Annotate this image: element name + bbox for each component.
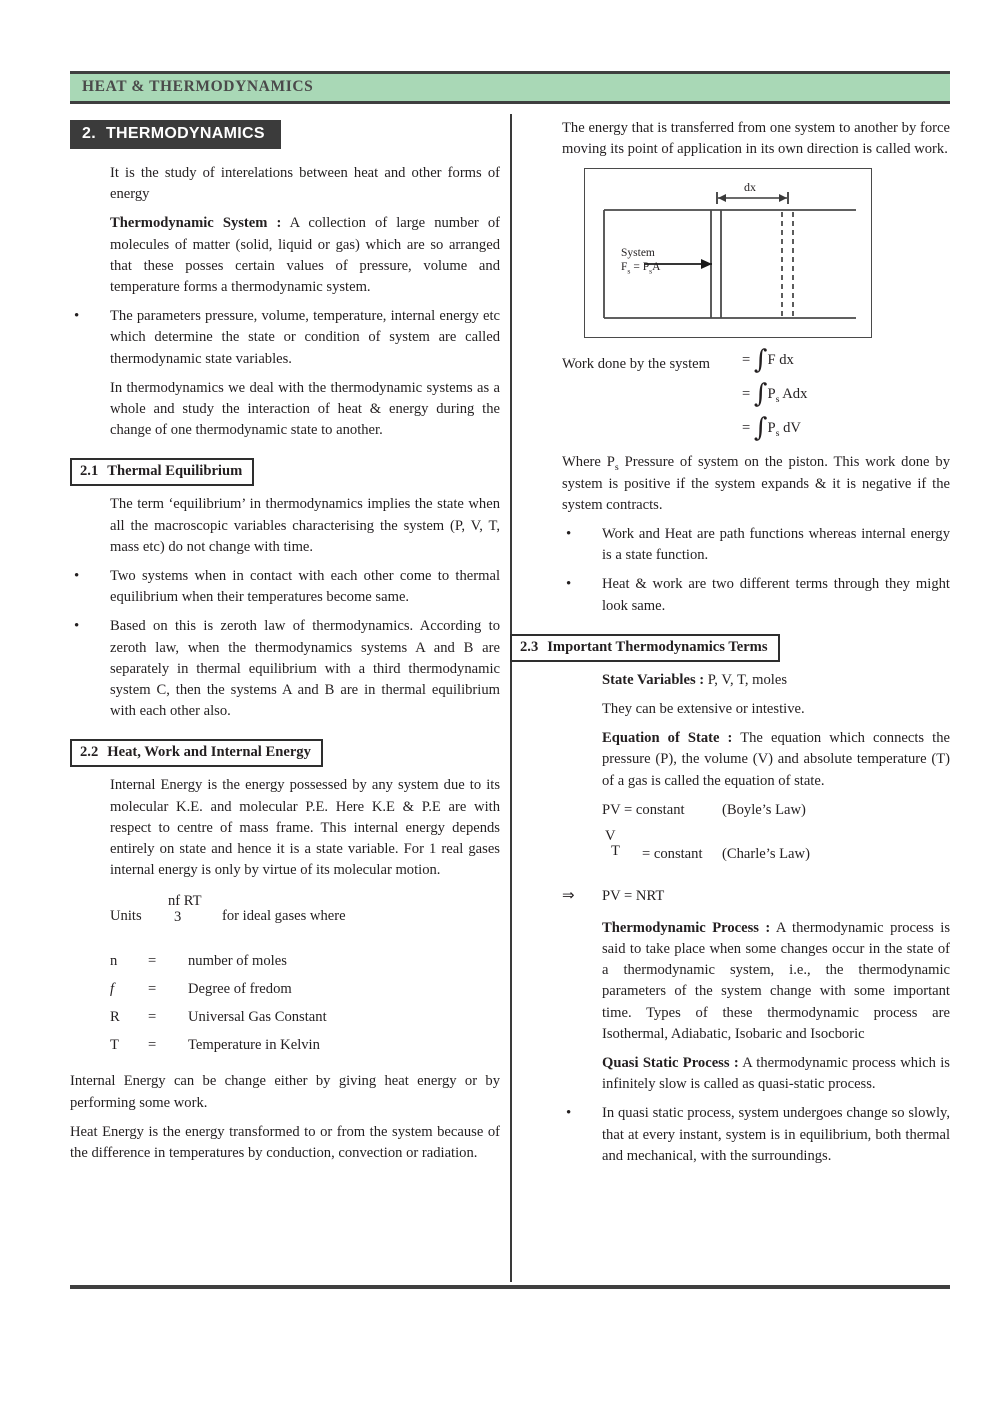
thermodynamic-process-text: A thermodynamic process is said to take place when some changes occur in the state of a thermodynamic system, i.e., the thermodynamic parameters of the system change with some important time. Types of these thermodynamic process are Isothermal, Adiabatic, Isobaric and Isocboric <box>602 919 950 1042</box>
bullet-zeroth-law <box>70 616 500 722</box>
work-definition-paragraph: The energy that is transferred from one system to another by force moving its point of application in its own direction is called work. <box>562 120 950 158</box>
work-equation-label: Work done by the system <box>562 356 710 373</box>
definition-row <box>110 1003 500 1031</box>
state-variables-text: P, V, T, moles <box>704 671 788 688</box>
bullet-zeroth-law-text: Based on this is zeroth law of thermodynamics. According to zeroth law, when the thermodynamics systems A and B are separately in thermal equilibrium with a third thermodynamic system C, then the systems A and B are in thermal equilibrium with each other also. <box>110 618 500 720</box>
section-2-2-number: 2.2 <box>80 744 99 761</box>
definition-row <box>110 947 500 975</box>
section-2-2-title: Heat, Work and Internal Energy <box>107 744 311 761</box>
bullet-heat-work <box>562 574 950 616</box>
boyle-law-name: (Boyle’s Law) <box>722 801 806 818</box>
symbol-definition-list <box>70 947 500 1059</box>
work-equations-block <box>562 345 950 452</box>
nf-rt-over-3 <box>168 894 202 925</box>
equation-of-state-paragraph <box>562 728 950 792</box>
units-fraction <box>165 895 205 926</box>
integrand-3-tail: dV <box>779 420 801 437</box>
right-column <box>520 118 950 1175</box>
equals-sign: = <box>742 352 751 369</box>
pressure-subscript: s <box>649 266 653 276</box>
work-equation-rhs-2 <box>742 379 808 410</box>
gas-law-boyle <box>562 800 950 822</box>
left-column <box>70 163 500 1172</box>
symbol-n: n <box>110 953 118 970</box>
thermodynamic-system-paragraph <box>70 213 500 298</box>
chapter-heading <box>70 120 281 149</box>
work-equation-rhs-1 <box>742 345 794 376</box>
state-variables-paragraph <box>562 670 950 691</box>
intro-paragraph: It is the study of interelations between heat and other forms of energy <box>110 165 500 203</box>
section-2-3-title: Important Thermodynamics Terms <box>547 638 768 655</box>
force-subscript: s <box>627 266 631 276</box>
definition-row <box>110 1031 500 1059</box>
force-symbol: F <box>621 261 628 274</box>
ps-subscript: s <box>614 462 619 474</box>
charles-equals-constant: = constant <box>642 845 703 862</box>
bullet-icon: • <box>566 526 572 543</box>
meaning-f: Degree of fredom <box>188 981 292 998</box>
section-2-3-number: 2.3 <box>520 638 539 655</box>
where-ps-paragraph <box>562 452 950 516</box>
integral-icon: ∫ <box>753 413 768 444</box>
figure-system-label-group <box>621 246 660 274</box>
fraction-numerator: V <box>605 827 616 844</box>
thermodynamic-process-paragraph <box>562 918 950 1045</box>
bullet-icon: • <box>74 618 80 635</box>
symbol-f: f <box>110 981 115 998</box>
section-2-1-title: Thermal Equilibrium <box>107 463 243 480</box>
whole-system-paragraph: In thermodynamics we deal with the thermodynamic systems as a whole and study the interaction of heat & energy during the change of one thermodynamic state to another. <box>110 379 500 439</box>
section-2-1-number: 2.1 <box>80 463 99 480</box>
bullet-icon: • <box>74 568 80 585</box>
v-over-t <box>605 829 620 860</box>
bullet-icon: • <box>566 576 572 593</box>
extensive-intensive-paragraph: They can be extensive or intestive. <box>602 701 805 718</box>
meaning-t: Temperature in Kelvin <box>188 1037 320 1054</box>
heat-energy-paragraph: Heat Energy is the energy transformed to or from the system because of the difference in temperatures by conduction, convection or radiation. <box>70 1123 500 1162</box>
figure-force-label <box>621 260 660 274</box>
bullet-icon: • <box>74 308 80 325</box>
chapter-number: 2. <box>82 125 96 142</box>
thermodynamic-process-term: Thermodynamic Process : <box>602 919 771 936</box>
bullet-parameters <box>70 306 500 370</box>
chapter-title: THERMODYNAMICS <box>105 125 265 142</box>
meaning-r: Universal Gas Constant <box>188 1009 327 1026</box>
quasi-static-paragraph <box>562 1053 950 1095</box>
piston-work-figure <box>584 168 874 340</box>
gas-law-charles <box>562 828 950 880</box>
bullet-path-functions-text: Work and Heat are path functions whereas internal energy is a state function. <box>602 526 950 564</box>
gas-law-ideal <box>562 886 950 912</box>
fraction-denominator: 3 <box>174 908 182 925</box>
units-formula <box>70 895 500 935</box>
integral-icon: ∫ <box>753 345 768 376</box>
equals-sign: = <box>148 981 157 998</box>
thermodynamic-system-term: Thermodynamic System : <box>110 215 282 232</box>
units-tail-text: for ideal gases where <box>222 908 346 925</box>
work-equation-rhs-3 <box>742 413 801 444</box>
section-heading-2-3 <box>510 634 780 662</box>
bullet-two-systems-text: Two systems when in contact with each other come to thermal equilibrium when their temperatures become same. <box>110 568 500 606</box>
thermodynamic-system-text: A collection of large number of molecules of matter (solid, liquid or gas) which are so arranged that these posses certain values of pressure, volume and temperature forms a thermodynamic system. <box>110 215 500 296</box>
bullet-quasi-static <box>562 1103 950 1167</box>
integrand-2: P <box>767 386 776 403</box>
integral-icon: ∫ <box>753 379 768 410</box>
where-prefix: Where P <box>562 454 615 471</box>
bullet-parameters-text: The parameters pressure, volume, temperature, internal energy etc which determine the state or condition of system are called thermodynamic state variables. <box>110 308 500 367</box>
force-equals-p: = P <box>630 261 650 274</box>
running-header-band <box>70 71 950 104</box>
fraction-denominator: T <box>611 843 620 860</box>
column-divider <box>510 114 512 1282</box>
equals-sign: = <box>742 386 751 403</box>
bullet-two-systems <box>70 566 500 608</box>
charles-law-name: (Charle’s Law) <box>722 845 810 862</box>
equation-of-state-term: Equation of State : <box>602 730 733 747</box>
equation-of-state-text: The equation which connects the pressure (P), the volume (V) and absolute temperature (T) of a gas is called the equation of state. <box>602 730 950 789</box>
equilibrium-paragraph: The term ‘equilibrium’ in thermodynamics implies the state when all the macroscopic variables characterising the system (P, V, T, mass etc) do not change with time. <box>110 496 500 555</box>
figure-dx-label: dx <box>744 180 756 195</box>
integrand-3: P <box>767 420 776 437</box>
section-heading-2-1 <box>70 458 254 486</box>
integrand-2-subscript: s <box>775 394 780 406</box>
implies-arrow-icon: ⇒ <box>562 887 575 904</box>
force-area: A <box>652 261 661 274</box>
charles-fraction <box>602 827 623 861</box>
page-bottom-rule <box>70 1285 950 1289</box>
bullet-heat-work-text: Heat & work are two different terms through they might look same. <box>602 576 950 614</box>
running-header-title: HEAT & THERMODYNAMICS <box>82 78 314 95</box>
gas-laws-block <box>562 800 950 912</box>
equals-sign: = <box>148 1009 157 1026</box>
boyle-expression: PV = constant <box>602 801 685 818</box>
fraction-numerator: nf RT <box>168 893 202 910</box>
where-text: Pressure of system on the piston. This work done by system is positive if the system expands & it is negative if the system contracts. <box>562 454 950 513</box>
equals-sign: = <box>148 1037 157 1054</box>
equals-sign: = <box>742 420 751 437</box>
figure-system-label: System <box>621 247 655 260</box>
bullet-icon: • <box>566 1105 572 1122</box>
internal-energy-change-paragraph: Internal Energy can be change either by giving heat energy or by performing some work. <box>70 1073 500 1111</box>
integrand-3-subscript: s <box>775 428 780 440</box>
bullet-path-functions <box>562 524 950 566</box>
integrand-1: F dx <box>767 352 794 369</box>
units-label: Units <box>110 908 142 925</box>
meaning-n: number of moles <box>188 953 287 970</box>
definition-row <box>110 975 500 1003</box>
quasi-static-text: A thermodynamic process which is infinitely slow is called as quasi-static process. <box>602 1055 950 1093</box>
state-variables-term: State Variables : <box>602 671 705 688</box>
integrand-2-tail: Adx <box>779 386 808 403</box>
section-heading-2-2 <box>70 739 323 767</box>
symbol-t: T <box>110 1037 119 1054</box>
ideal-gas-expression: PV = NRT <box>602 887 665 904</box>
internal-energy-paragraph: Internal Energy is the energy possessed by any system due to its molecular K.E. and molecular P.E. Here K.E & P.E are with respect to centre of mass frame. This internal energy depends entirely on state and hence it is a state variable. For 1 real gases internal energy is only by virtue of its molecular motion. <box>110 777 500 879</box>
work-equation-row-3 <box>562 413 950 452</box>
symbol-r: R <box>110 1009 120 1026</box>
quasi-static-term: Quasi Static Process : <box>602 1055 739 1072</box>
bullet-quasi-static-text: In quasi static process, system undergoes change so slowly, that at every instant, system is in equilibrium, both thermal and mechanical, with the surroundings. <box>602 1105 950 1164</box>
equals-sign: = <box>148 953 157 970</box>
